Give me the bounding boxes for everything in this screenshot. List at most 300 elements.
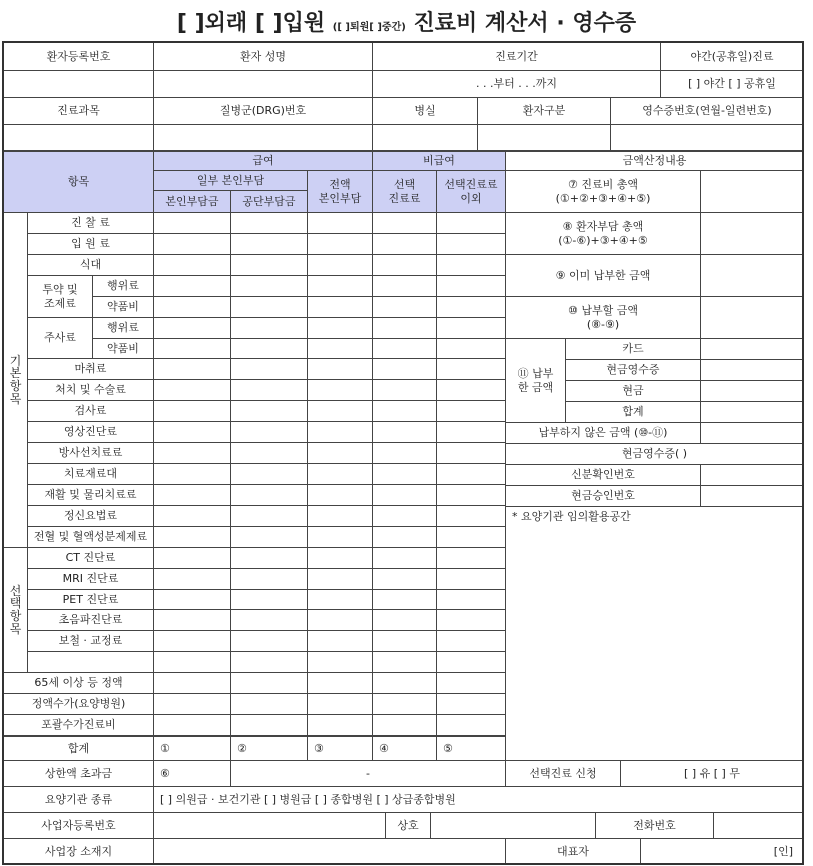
room-label	[372, 97, 478, 125]
item-row-label-text: 초음파진단료	[58, 613, 123, 627]
partial-self-pay-header	[153, 170, 308, 191]
patient-reg-no-label	[3, 42, 154, 71]
item-row-label-text: 보철 · 교정료	[58, 634, 123, 648]
cash-approval-field[interactable]	[700, 485, 804, 507]
item-row-label	[27, 630, 154, 652]
phone-label-text: 전화번호	[633, 818, 676, 832]
amount-cell[interactable]	[436, 609, 506, 631]
amount-cell[interactable]	[436, 568, 506, 590]
item-row-label-text: MRI 진단료	[62, 572, 119, 586]
patient-name-field[interactable]	[153, 70, 373, 98]
already-paid-label	[505, 254, 701, 297]
amount-cell[interactable]	[372, 547, 437, 569]
amount-cell[interactable]	[372, 630, 437, 652]
item-row-label	[27, 463, 154, 485]
amount-cell[interactable]	[436, 589, 506, 610]
amount-cell[interactable]	[372, 609, 437, 631]
amount-cell[interactable]	[436, 484, 506, 506]
phone-label	[595, 812, 714, 839]
ceiling-excess-value-text: -	[366, 766, 370, 780]
business-reg-no-label	[3, 812, 154, 839]
amount-cell[interactable]	[230, 505, 308, 527]
amount-cell[interactable]	[307, 547, 373, 569]
amount-cell[interactable]	[307, 609, 373, 631]
amount-cell[interactable]	[153, 212, 231, 234]
amount-cell[interactable]	[372, 212, 437, 234]
amount-cell[interactable]	[230, 233, 308, 255]
amount-cell[interactable]	[436, 672, 506, 694]
amount-cell[interactable]	[436, 212, 506, 234]
amount-cell[interactable]	[372, 379, 437, 401]
amount-cell[interactable]	[436, 379, 506, 401]
amount-cell[interactable]	[153, 651, 231, 673]
injection-group-label-text: 주사료	[44, 331, 76, 345]
treatment-period-label-text: 진료기간	[495, 49, 538, 63]
amount-cell[interactable]	[153, 568, 231, 590]
item-row-label-text: 영상진단료	[63, 425, 118, 439]
amount-cell[interactable]	[307, 463, 373, 485]
form-main-title: 진료비 계산서 · 영수증	[413, 11, 637, 36]
institution-type-label	[3, 786, 154, 813]
amount-cell[interactable]	[372, 296, 437, 318]
total-cell-text: ③	[314, 741, 324, 755]
amount-to-pay-label-text: ⑩ 납부할 금액 (⑧-⑨)	[568, 303, 638, 331]
selective-request-checkboxes-text: [ ] 유 [ ] 무	[684, 766, 740, 780]
ceiling-excess-value[interactable]	[230, 760, 506, 787]
total-cell[interactable]	[307, 735, 373, 761]
card-label-text: 카드	[622, 342, 644, 356]
trade-name-label	[385, 812, 431, 839]
amount-cell[interactable]	[436, 233, 506, 255]
amount-cell[interactable]	[307, 338, 373, 359]
cash-label-text: 현금	[622, 384, 644, 398]
unpaid-amount-label	[505, 422, 701, 444]
amount-cell[interactable]	[372, 484, 437, 506]
amount-cell[interactable]	[307, 568, 373, 590]
drg-number-label	[153, 97, 373, 125]
id-number-field[interactable]	[700, 464, 804, 486]
amount-cell[interactable]	[153, 358, 231, 380]
selective-items-category	[3, 547, 28, 673]
amount-cell[interactable]	[307, 317, 373, 339]
treatment-period-field-text: . . .부터 . . .까지	[476, 77, 557, 91]
amount-cell[interactable]	[230, 254, 308, 276]
total-fee-field[interactable]	[700, 170, 804, 213]
institution-type-checkboxes-text: [ ] 의원급 · 보건기관 [ ] 병원급 [ ] 종합병원 [ ] 상급종합병원	[160, 792, 456, 806]
item-row-label	[27, 254, 154, 276]
trade-name-field[interactable]	[430, 812, 596, 839]
total-fee-label	[505, 170, 701, 213]
item-row-label	[27, 505, 154, 527]
amount-cell[interactable]	[436, 358, 506, 380]
amount-cell[interactable]	[230, 463, 308, 485]
item-row-label	[27, 526, 154, 548]
amount-cell[interactable]	[153, 254, 231, 276]
amount-cell[interactable]	[307, 672, 373, 694]
amount-cell[interactable]	[307, 651, 373, 673]
amount-cell[interactable]	[307, 526, 373, 548]
item-row-label-text: 포괄수가진료비	[41, 718, 116, 732]
amount-cell[interactable]	[230, 568, 308, 590]
amount-cell[interactable]	[230, 714, 308, 736]
amount-cell[interactable]	[153, 609, 231, 631]
paid-amount-label	[505, 338, 566, 423]
outpatient-checkbox-label[interactable]: [ ]외래	[176, 11, 248, 36]
item-row-label	[27, 233, 154, 255]
night-holiday-label-text: 야간(공휴일)진료	[690, 49, 774, 63]
amount-cell[interactable]	[372, 463, 437, 485]
covered-header	[153, 150, 373, 171]
amount-cell[interactable]	[307, 233, 373, 255]
item-row-label	[27, 547, 154, 569]
representative-seal-field-text: [인]	[773, 844, 793, 858]
total-cell[interactable]	[436, 735, 506, 761]
partial-self-pay-header-text: 일부 본인부담	[196, 173, 265, 187]
amount-cell[interactable]	[436, 275, 506, 297]
amount-cell[interactable]	[230, 275, 308, 297]
night-holiday-label	[660, 42, 804, 71]
amount-cell[interactable]	[230, 212, 308, 234]
amount-cell[interactable]	[372, 505, 437, 527]
amount-cell[interactable]	[230, 400, 308, 422]
business-reg-no-label-text: 사업자등록번호	[41, 818, 116, 832]
injection-group-label	[27, 317, 93, 359]
total-fee-label-text: ⑦ 진료비 총액 (①+②+③+④+⑤)	[555, 177, 651, 205]
amount-cell[interactable]	[230, 672, 308, 694]
patient-reg-no-field[interactable]	[3, 70, 154, 98]
full-self-pay-header	[307, 170, 373, 213]
item-row-label-text: PET 진단료	[62, 592, 119, 606]
patient-type-field[interactable]	[477, 124, 611, 151]
institution-type-label-text: 요양기관 종류	[44, 792, 113, 806]
address-label-text: 사업장 소재지	[44, 844, 113, 858]
item-row-label	[3, 714, 154, 736]
amount-cell[interactable]	[153, 693, 231, 715]
paid-sum-field[interactable]	[700, 401, 804, 423]
id-number-label	[505, 464, 701, 486]
amount-cell[interactable]	[307, 714, 373, 736]
amount-cell[interactable]	[372, 672, 437, 694]
paid-amount-label-text: ⑪ 납부 한 금액	[517, 366, 554, 394]
amount-cell[interactable]	[307, 275, 373, 297]
item-row-label-text: 식대	[79, 258, 102, 272]
amount-cell[interactable]	[307, 379, 373, 401]
amount-cell[interactable]	[153, 379, 231, 401]
patient-total-field[interactable]	[700, 212, 804, 255]
amount-cell[interactable]	[153, 630, 231, 652]
receipt-number-field[interactable]	[610, 124, 804, 151]
total-cell[interactable]	[230, 735, 308, 761]
item-row-label-text: 치료재료대	[63, 467, 118, 481]
item-row-label-text: 정액수가(요양병원)	[31, 697, 126, 711]
receipt-number-label-text: 영수증번호(연월-일련번호)	[642, 104, 772, 118]
already-paid-label-text: ⑨ 이미 납부한 금액	[555, 268, 651, 282]
amount-cell[interactable]	[153, 589, 231, 610]
item-row-label-text: 마취료	[74, 362, 107, 376]
inpatient-checkbox-label[interactable]: [ ]입원	[254, 11, 326, 36]
patient-reg-no-label-text: 환자등록번호	[46, 49, 111, 63]
injection-drug-cost-label	[92, 338, 154, 359]
amount-cell[interactable]	[436, 338, 506, 359]
cash-receipt-type[interactable]	[505, 443, 804, 465]
amount-cell[interactable]	[372, 693, 437, 715]
total-cell-text: ①	[160, 741, 170, 755]
amount-cell[interactable]	[230, 317, 308, 339]
room-field[interactable]	[372, 124, 478, 151]
night-holiday-checkboxes[interactable]	[660, 70, 804, 98]
drg-number-label-text: 질병군(DRG)번호	[219, 104, 307, 118]
item-row-label	[27, 421, 154, 443]
amount-cell[interactable]	[307, 505, 373, 527]
amount-cell[interactable]	[436, 651, 506, 673]
basic-items-category-text: 기 본 항 목	[9, 353, 22, 406]
injection-action-fee-label	[92, 317, 154, 339]
covered-header-text: 급여	[252, 154, 274, 168]
drg-number-field[interactable]	[153, 124, 373, 151]
amount-cell[interactable]	[372, 442, 437, 464]
cash-field[interactable]	[700, 380, 804, 402]
amount-cell[interactable]	[436, 526, 506, 548]
amount-cell[interactable]	[372, 421, 437, 443]
amount-cell[interactable]	[230, 609, 308, 631]
amount-cell[interactable]	[372, 254, 437, 276]
amount-cell[interactable]	[230, 296, 308, 318]
total-cell[interactable]	[372, 735, 437, 761]
amount-cell[interactable]	[153, 296, 231, 318]
amount-cell[interactable]	[307, 442, 373, 464]
item-row-label-text: 정신요법료	[63, 509, 118, 523]
amount-cell[interactable]	[436, 463, 506, 485]
institution-free-space[interactable]	[505, 506, 804, 761]
amount-cell[interactable]	[307, 400, 373, 422]
patient-total-label-text: ⑧ 환자부담 총액 (①-⑥)+③+④+⑤	[558, 219, 648, 247]
total-row-label-text: 합계	[67, 741, 90, 755]
total-cell-text: ⑤	[443, 741, 453, 755]
amount-cell[interactable]	[230, 421, 308, 443]
non-selective-fee-header-text: 선택진료료 이외	[444, 177, 498, 205]
amount-cell[interactable]	[153, 463, 231, 485]
department-label	[3, 97, 154, 125]
amount-cell[interactable]	[436, 296, 506, 318]
item-row-label-text: 65세 이상 등 정액	[34, 676, 123, 690]
selective-request-label-text: 선택진료 신청	[529, 766, 597, 780]
non-covered-header	[372, 150, 506, 171]
item-row-label-text: 재활 및 물리치료료	[44, 488, 137, 502]
amount-cell[interactable]	[153, 421, 231, 443]
amount-cell[interactable]	[153, 484, 231, 506]
amount-cell[interactable]	[307, 484, 373, 506]
amount-cell[interactable]	[307, 296, 373, 318]
representative-label	[505, 838, 641, 865]
already-paid-field[interactable]	[700, 254, 804, 297]
amount-calc-header-text: 금액산정내용	[622, 154, 687, 168]
amount-cell[interactable]	[153, 672, 231, 694]
non-selective-fee-header	[436, 170, 506, 213]
amount-cell[interactable]	[372, 275, 437, 297]
self-pay-header	[153, 190, 231, 213]
medication-action-fee-label-text: 행위료	[107, 279, 139, 293]
treatment-period-label	[372, 42, 661, 71]
corporation-pay-header-text: 공단부담금	[242, 194, 296, 208]
medication-drug-cost-label	[92, 296, 154, 318]
amount-cell[interactable]	[436, 254, 506, 276]
amount-to-pay-field[interactable]	[700, 296, 804, 339]
amount-cell[interactable]	[230, 651, 308, 673]
medication-group-label-text: 투약 및 조제료	[42, 282, 78, 310]
amount-cell[interactable]	[153, 714, 231, 736]
cash-approval-label	[505, 485, 701, 507]
amount-cell[interactable]	[372, 233, 437, 255]
id-number-label-text: 신분확인번호	[571, 468, 635, 482]
unpaid-amount-field[interactable]	[700, 422, 804, 444]
amount-cell[interactable]	[230, 379, 308, 401]
amount-cell[interactable]	[436, 421, 506, 443]
amount-cell[interactable]	[307, 212, 373, 234]
amount-cell[interactable]	[436, 693, 506, 715]
item-row-label-text: 방사선치료료	[58, 446, 123, 460]
trade-name-label-text: 상호	[397, 818, 419, 832]
cash-receipt-label-text: 현금영수증	[606, 363, 660, 377]
item-row-label-text: CT 진단료	[65, 551, 116, 565]
item-row-label-blank	[27, 651, 154, 673]
amount-cell[interactable]	[230, 630, 308, 652]
amount-cell[interactable]	[230, 526, 308, 548]
amount-cell[interactable]	[436, 317, 506, 339]
item-row-label	[27, 358, 154, 380]
card-field[interactable]	[700, 338, 804, 360]
discharge-interim-label[interactable]: ([ ]퇴원[ ]중간)	[332, 22, 406, 33]
amount-cell[interactable]	[436, 505, 506, 527]
amount-cell[interactable]	[436, 547, 506, 569]
selective-request-checkboxes[interactable]	[620, 760, 804, 787]
amount-cell[interactable]	[307, 421, 373, 443]
selective-items-category-text: 선 택 항 목	[9, 583, 22, 636]
selective-fee-header-text: 선택 진료료	[388, 177, 421, 205]
ceiling-excess-mark-text: ⑥	[160, 766, 170, 780]
address-label	[3, 838, 154, 865]
amount-cell[interactable]	[372, 589, 437, 610]
item-row-label	[27, 484, 154, 506]
cash-approval-label-text: 현금승인번호	[571, 489, 635, 503]
cash-label	[565, 380, 701, 402]
cash-receipt-field[interactable]	[700, 359, 804, 381]
item-row-label	[27, 400, 154, 422]
ceiling-excess-label-text: 상한액 초과금	[44, 766, 113, 780]
amount-cell[interactable]	[372, 317, 437, 339]
treatment-period-field[interactable]	[372, 70, 661, 98]
ceiling-excess-label	[3, 760, 154, 787]
amount-calc-header	[505, 150, 804, 171]
phone-field[interactable]	[713, 812, 804, 839]
total-row-label	[3, 735, 154, 761]
selective-fee-header	[372, 170, 437, 213]
medication-drug-cost-label-text: 약품비	[107, 300, 139, 314]
amount-cell[interactable]	[230, 484, 308, 506]
amount-cell[interactable]	[153, 317, 231, 339]
item-row-label-text: 처치 및 수술료	[55, 383, 126, 397]
amount-cell[interactable]	[436, 630, 506, 652]
unpaid-amount-label-text: 납부하지 않은 금액 (⑩-⑪)	[538, 426, 668, 440]
injection-drug-cost-label-text: 약품비	[107, 341, 139, 355]
corporation-pay-header	[230, 190, 308, 213]
amount-cell[interactable]	[372, 400, 437, 422]
amount-cell[interactable]	[372, 358, 437, 380]
amount-cell[interactable]	[153, 505, 231, 527]
amount-cell[interactable]	[230, 589, 308, 610]
amount-cell[interactable]	[436, 442, 506, 464]
amount-cell[interactable]	[153, 400, 231, 422]
patient-type-label-text: 환자구분	[522, 104, 566, 118]
amount-cell[interactable]	[153, 547, 231, 569]
amount-cell[interactable]	[372, 651, 437, 673]
ceiling-excess-mark[interactable]	[153, 760, 231, 787]
card-label	[565, 338, 701, 360]
amount-cell[interactable]	[307, 693, 373, 715]
amount-cell[interactable]	[307, 589, 373, 610]
amount-cell[interactable]	[307, 254, 373, 276]
amount-cell[interactable]	[153, 275, 231, 297]
institution-type-checkboxes[interactable]	[153, 786, 804, 813]
business-reg-no-field[interactable]	[153, 812, 386, 839]
institution-free-space-text: * 요양기관 임의활용공간	[512, 510, 631, 523]
total-cell-text: ④	[379, 741, 389, 755]
address-field[interactable]	[153, 838, 506, 865]
item-row-label	[3, 672, 154, 694]
item-row-label	[3, 693, 154, 715]
amount-cell[interactable]	[372, 526, 437, 548]
amount-cell[interactable]	[436, 400, 506, 422]
total-cell[interactable]	[153, 735, 231, 761]
amount-cell[interactable]	[436, 714, 506, 736]
amount-cell[interactable]	[230, 442, 308, 464]
amount-cell[interactable]	[307, 630, 373, 652]
amount-cell[interactable]	[230, 547, 308, 569]
amount-cell[interactable]	[230, 338, 308, 359]
cash-receipt-type-text: 현금영수증( )	[621, 447, 688, 461]
amount-cell[interactable]	[307, 358, 373, 380]
amount-cell[interactable]	[372, 568, 437, 590]
item-row-label	[27, 442, 154, 464]
representative-seal-field[interactable]	[640, 838, 804, 865]
representative-label-text: 대표자	[557, 844, 589, 858]
night-holiday-checkboxes-text: [ ] 야간 [ ] 공휴일	[688, 77, 776, 91]
amount-cell[interactable]	[230, 358, 308, 380]
amount-cell[interactable]	[153, 338, 231, 359]
non-covered-header-text: 비급여	[423, 154, 455, 168]
amount-cell[interactable]	[153, 442, 231, 464]
total-cell-text: ②	[237, 741, 247, 755]
patient-type-label	[477, 97, 611, 125]
item-row-label-text: 진 찰 료	[71, 216, 110, 230]
item-row-label	[27, 589, 154, 610]
department-field[interactable]	[3, 124, 154, 151]
amount-to-pay-label	[505, 296, 701, 339]
amount-cell[interactable]	[372, 714, 437, 736]
patient-name-label-text: 환자 성명	[239, 49, 286, 63]
item-header-text: 항목	[67, 175, 90, 189]
amount-cell[interactable]	[153, 233, 231, 255]
cash-receipt-label	[565, 359, 701, 381]
item-row-label	[27, 609, 154, 631]
item-row-label-text: 검사료	[74, 404, 107, 418]
basic-items-category	[3, 212, 28, 548]
amount-cell[interactable]	[153, 526, 231, 548]
amount-cell[interactable]	[230, 693, 308, 715]
item-row-label-text: 입 원 료	[71, 237, 110, 251]
amount-cell[interactable]	[372, 338, 437, 359]
full-self-pay-header-text: 전액 본인부담	[318, 177, 362, 205]
self-pay-header-text: 본인부담금	[165, 194, 219, 208]
